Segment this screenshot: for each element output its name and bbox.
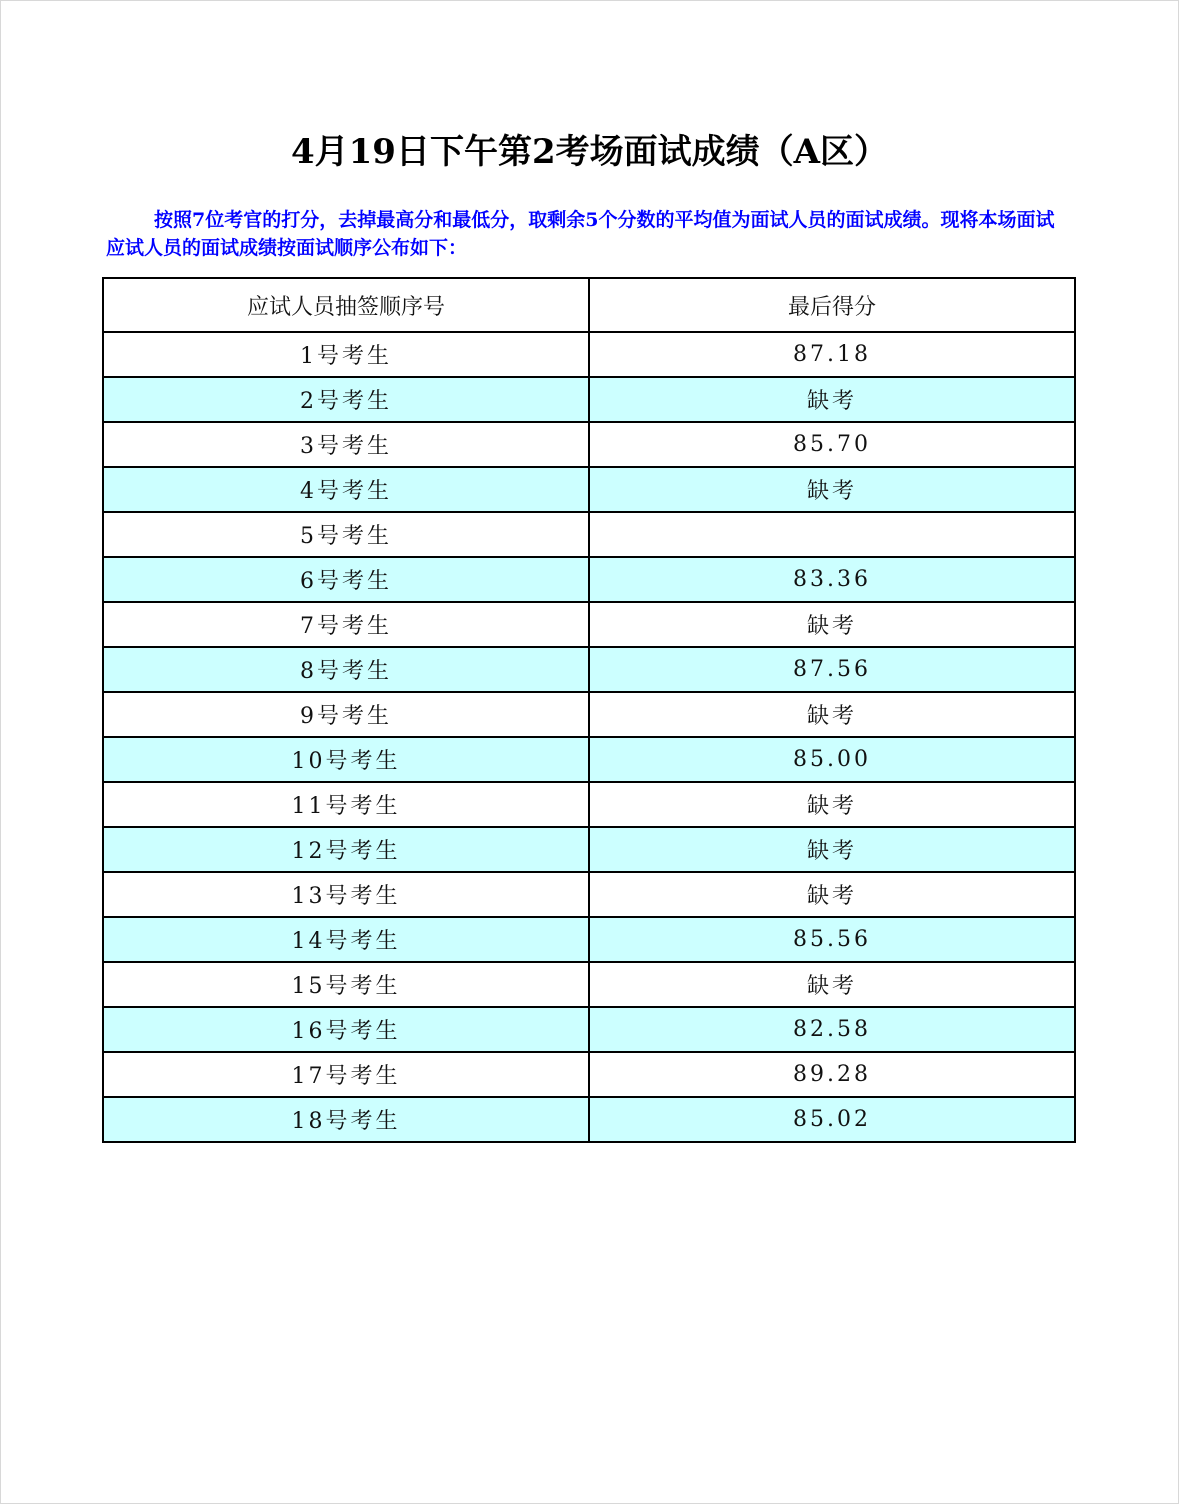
- table-row: [103, 782, 1075, 827]
- table-header-row: [103, 278, 1075, 332]
- candidate-number-cell: 9号考生: [103, 692, 589, 737]
- header-candidate-order: 应试人员抽签顺序号: [103, 278, 589, 332]
- table-row: [103, 377, 1075, 422]
- final-score-cell: 缺考: [589, 962, 1075, 1007]
- table-row: [103, 647, 1075, 692]
- final-score-cell: 89.28: [589, 1052, 1075, 1097]
- candidate-number-cell: 13号考生: [103, 872, 589, 917]
- final-score-cell: 87.18: [589, 332, 1075, 377]
- page-title: 4月19日下午第2考场面试成绩（A区）: [290, 132, 888, 172]
- table-row: [103, 917, 1075, 962]
- candidate-number-cell: 18号考生: [103, 1097, 589, 1142]
- candidate-number-cell: 8号考生: [103, 647, 589, 692]
- final-score-cell: 缺考: [589, 602, 1075, 647]
- table-row: [103, 1052, 1075, 1097]
- score-table-body: [103, 332, 1075, 1142]
- candidate-number-cell: 3号考生: [103, 422, 589, 467]
- table-row: [103, 557, 1075, 602]
- intro-paragraph: 按照7位考官的打分，去掉最高分和最低分，取剩余5个分数的平均值为面试人员的面试成绩。现将本场面试应试人员的面试成绩按面试顺序公布如下：: [106, 209, 1055, 259]
- candidate-number-cell: 12号考生: [103, 827, 589, 872]
- candidate-number-cell: 2号考生: [103, 377, 589, 422]
- final-score-cell: 82.58: [589, 1007, 1075, 1052]
- candidate-number-cell: 7号考生: [103, 602, 589, 647]
- table-row: [103, 737, 1075, 782]
- candidate-number-cell: 4号考生: [103, 467, 589, 512]
- table-row: [103, 872, 1075, 917]
- final-score-cell: 85.56: [589, 917, 1075, 962]
- final-score-cell: 85.02: [589, 1097, 1075, 1142]
- candidate-number-cell: 16号考生: [103, 1007, 589, 1052]
- table-row: [103, 467, 1075, 512]
- final-score-cell: 缺考: [589, 827, 1075, 872]
- candidate-number-cell: 14号考生: [103, 917, 589, 962]
- table-row: [103, 602, 1075, 647]
- score-table: [102, 277, 1076, 1143]
- final-score-cell: 83.36: [589, 557, 1075, 602]
- final-score-cell: 85.70: [589, 422, 1075, 467]
- candidate-number-cell: 10号考生: [103, 737, 589, 782]
- table-row: [103, 1097, 1075, 1142]
- final-score-cell: 87.56: [589, 647, 1075, 692]
- candidate-number-cell: 5号考生: [103, 512, 589, 557]
- final-score-cell: 缺考: [589, 692, 1075, 737]
- table-row: [103, 332, 1075, 377]
- table-row: [103, 1007, 1075, 1052]
- table-row: [103, 512, 1075, 557]
- final-score-cell: 缺考: [589, 782, 1075, 827]
- table-row: [103, 422, 1075, 467]
- final-score-cell: 85.00: [589, 737, 1075, 782]
- candidate-number-cell: 17号考生: [103, 1052, 589, 1097]
- table-row: [103, 962, 1075, 1007]
- final-score-cell: 缺考: [589, 872, 1075, 917]
- final-score-cell: 缺考: [589, 377, 1075, 422]
- candidate-number-cell: 15号考生: [103, 962, 589, 1007]
- candidate-number-cell: 11号考生: [103, 782, 589, 827]
- header-final-score: 最后得分: [589, 278, 1075, 332]
- table-row: [103, 692, 1075, 737]
- table-row: [103, 827, 1075, 872]
- candidate-number-cell: 6号考生: [103, 557, 589, 602]
- final-score-cell: [589, 512, 1075, 557]
- final-score-cell: 缺考: [589, 467, 1075, 512]
- candidate-number-cell: 1号考生: [103, 332, 589, 377]
